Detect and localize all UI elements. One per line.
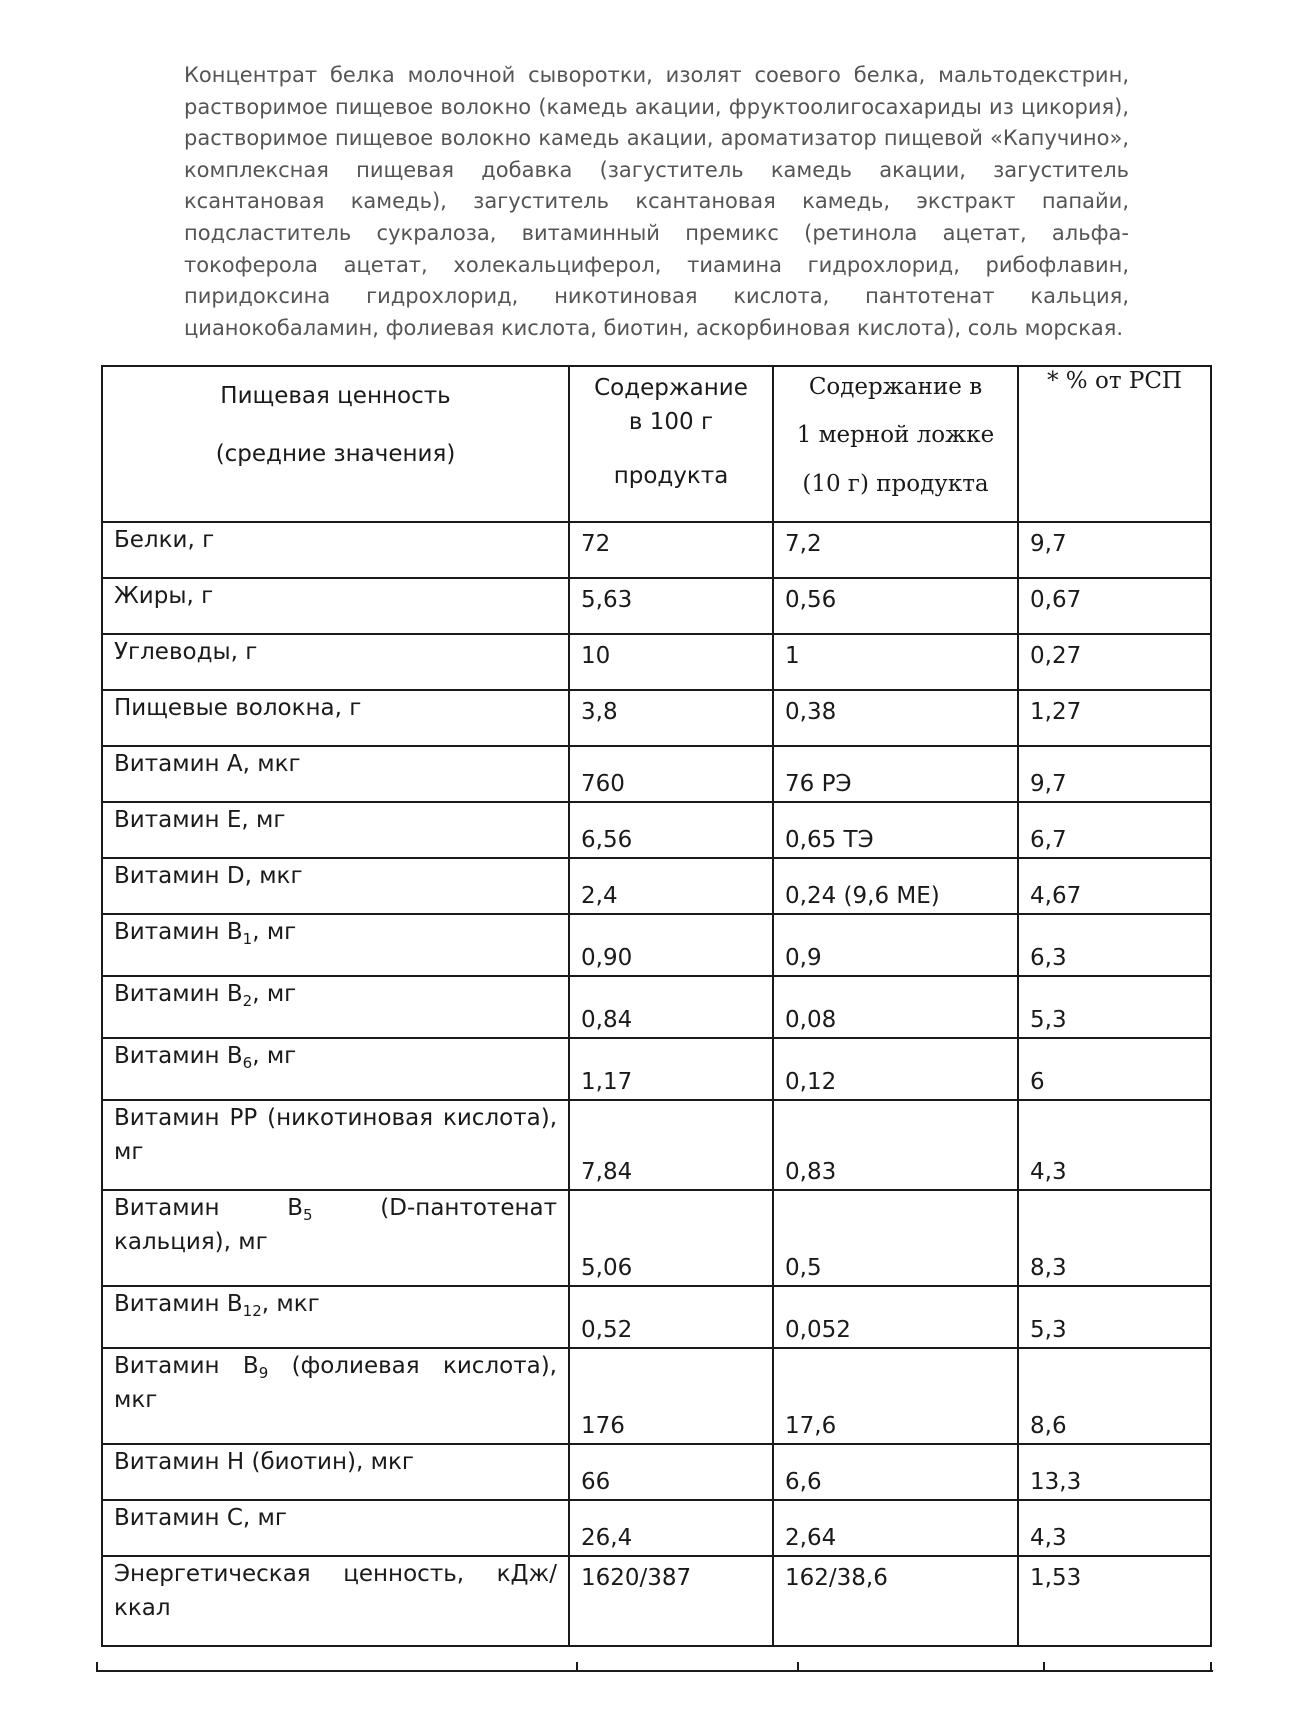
rsp-value: 8,6 — [1030, 1413, 1067, 1439]
nutrient-name-cell — [102, 976, 569, 1038]
perSpoon-cell — [773, 914, 1018, 976]
perSpoon-value: 0,56 — [785, 587, 837, 613]
rsp-cell — [1018, 802, 1211, 858]
perSpoon-value: 2,64 — [785, 1525, 837, 1551]
bottom-tick — [797, 1662, 799, 1672]
nutrient-name-prefix: Витамин В — [114, 981, 243, 1007]
rsp-cell — [1018, 1444, 1211, 1500]
header-per-spoon — [773, 366, 1018, 522]
bottom-tick — [1210, 1662, 1212, 1672]
per100-cell — [569, 690, 773, 746]
table-row — [102, 1556, 1211, 1646]
perSpoon-cell — [773, 634, 1018, 690]
rsp-cell — [1018, 1038, 1211, 1100]
per100-value: 0,90 — [581, 945, 633, 971]
nutrition-table — [101, 365, 1212, 1647]
rsp-value: 5,3 — [1030, 1007, 1067, 1033]
perSpoon-value: 0,5 — [785, 1255, 822, 1281]
perSpoon-value: 7,2 — [785, 531, 822, 557]
nutrient-name-subscript: 1 — [242, 930, 253, 948]
rsp-value: 6,3 — [1030, 945, 1067, 971]
rsp-cell — [1018, 690, 1211, 746]
per100-cell — [569, 1500, 773, 1556]
perSpoon-value: 0,052 — [785, 1317, 851, 1343]
nutrient-name: Витамин А, мкг — [114, 751, 301, 777]
rsp-cell — [1018, 1100, 1211, 1190]
header-per-100g — [569, 366, 773, 522]
nutrient-name-cell — [102, 1190, 569, 1286]
bottom-rule — [96, 1670, 1213, 1672]
nutrient-name-cell — [102, 578, 569, 634]
nutrient-name-cell — [102, 1286, 569, 1348]
nutrient-name-cell — [102, 634, 569, 690]
perSpoon-cell — [773, 858, 1018, 914]
nutrient-name: Пищевые волокна, г — [114, 695, 362, 721]
per100-cell — [569, 976, 773, 1038]
nutrient-name-suffix: (D-пантотенат кальция), мг — [114, 1195, 557, 1255]
table-row — [102, 1348, 1211, 1444]
rsp-value: 4,67 — [1030, 883, 1082, 909]
per100-cell — [569, 578, 773, 634]
nutrient-name-cell — [102, 1038, 569, 1100]
rsp-value: 5,3 — [1030, 1317, 1067, 1343]
nutrient-name-cell — [102, 1348, 569, 1444]
nutrient-name-subscript: 6 — [242, 1054, 253, 1072]
per100-cell — [569, 1444, 773, 1500]
perSpoon-value: 0,83 — [785, 1159, 837, 1185]
table-row — [102, 746, 1211, 802]
perSpoon-value: 0,24 (9,6 МЕ) — [785, 883, 940, 909]
table-row — [102, 690, 1211, 746]
rsp-value: 13,3 — [1030, 1469, 1082, 1495]
per100-cell — [569, 1100, 773, 1190]
nutrient-name: Углеводы, г — [114, 639, 258, 665]
rsp-value: 6 — [1030, 1069, 1045, 1095]
per100-value: 66 — [581, 1469, 611, 1495]
header-per-100g-line3: продукта — [613, 463, 729, 489]
table-row — [102, 1500, 1211, 1556]
nutrient-name: Энергетическая ценность, кДж/ ккал — [114, 1561, 557, 1621]
per100-value: 3,8 — [581, 699, 618, 725]
perSpoon-cell — [773, 1500, 1018, 1556]
header-per-spoon-line2: 1 мерной ложке — [796, 422, 995, 448]
table-row — [102, 1038, 1211, 1100]
per100-value: 176 — [581, 1413, 625, 1439]
perSpoon-value: 0,38 — [785, 699, 837, 725]
bottom-tick — [96, 1662, 98, 1672]
rsp-value: 4,3 — [1030, 1525, 1067, 1551]
header-rsp-percent: * % от РСП — [1018, 366, 1211, 522]
perSpoon-cell — [773, 1348, 1018, 1444]
nutrient-name: Витамин D, мкг — [114, 863, 303, 889]
nutrient-name-cell — [102, 746, 569, 802]
header-per-spoon-line3: (10 г) продукта — [802, 471, 989, 497]
nutrient-name — [114, 977, 557, 1011]
nutrient-name — [114, 1349, 557, 1417]
rsp-cell — [1018, 746, 1211, 802]
rsp-cell — [1018, 1190, 1211, 1286]
rsp-cell — [1018, 1500, 1211, 1556]
per100-cell — [569, 522, 773, 578]
rsp-value: 0,27 — [1030, 643, 1082, 669]
per100-value: 1620/387 — [581, 1565, 692, 1591]
rsp-value: 8,3 — [1030, 1255, 1067, 1281]
per100-value: 10 — [581, 643, 611, 669]
nutrient-name: Витамин С, мг — [114, 1505, 287, 1531]
header-per-spoon-line1: Содержание в — [808, 374, 983, 400]
perSpoon-cell — [773, 1556, 1018, 1646]
perSpoon-value: 162/38,6 — [785, 1565, 888, 1591]
rsp-cell — [1018, 914, 1211, 976]
table-row — [102, 914, 1211, 976]
per100-cell — [569, 1556, 773, 1646]
per100-value: 760 — [581, 771, 625, 797]
per100-value: 1,17 — [581, 1069, 633, 1095]
nutrient-name-prefix: Витамин В — [114, 1043, 243, 1069]
perSpoon-value: 0,65 ТЭ — [785, 827, 874, 853]
perSpoon-cell — [773, 1444, 1018, 1500]
per100-cell — [569, 1038, 773, 1100]
per100-value: 26,4 — [581, 1525, 633, 1551]
rsp-value: 4,3 — [1030, 1159, 1067, 1185]
per100-cell — [569, 634, 773, 690]
rsp-cell — [1018, 578, 1211, 634]
per100-cell — [569, 858, 773, 914]
perSpoon-value: 6,6 — [785, 1469, 822, 1495]
per100-value: 72 — [581, 531, 611, 557]
nutrient-name-subscript: 2 — [242, 992, 253, 1010]
rsp-cell — [1018, 1348, 1211, 1444]
table-row — [102, 858, 1211, 914]
per100-value: 0,52 — [581, 1317, 633, 1343]
per100-value: 0,84 — [581, 1007, 633, 1033]
nutrient-name-cell — [102, 1500, 569, 1556]
perSpoon-cell — [773, 1038, 1018, 1100]
perSpoon-cell — [773, 976, 1018, 1038]
ingredients-paragraph — [184, 60, 1129, 344]
nutrient-name — [114, 1039, 557, 1073]
nutrient-name-cell — [102, 1556, 569, 1646]
table-row — [102, 1190, 1211, 1286]
table-row — [102, 976, 1211, 1038]
rsp-value: 1,53 — [1030, 1565, 1082, 1591]
per100-cell — [569, 1348, 773, 1444]
nutrient-name: Витамин РР (никотиновая кислота), мг — [114, 1105, 557, 1165]
perSpoon-value: 0,9 — [785, 945, 822, 971]
nutrient-name-subscript: 12 — [242, 1302, 262, 1320]
header-per-100g-line1: Содержание — [594, 375, 748, 401]
header-nutrition-line2: (средние значения) — [215, 441, 456, 467]
perSpoon-value: 0,12 — [785, 1069, 837, 1095]
nutrient-name-suffix: , мг — [252, 919, 297, 945]
rsp-value: 9,7 — [1030, 771, 1067, 797]
perSpoon-value: 1 — [785, 643, 800, 669]
nutrient-name-cell — [102, 802, 569, 858]
nutrient-name: Жиры, г — [114, 583, 214, 609]
bottom-tick — [576, 1662, 578, 1672]
per100-value: 6,56 — [581, 827, 633, 853]
nutrient-name-subscript: 9 — [258, 1364, 269, 1382]
rsp-value: 6,7 — [1030, 827, 1067, 853]
rsp-value: 9,7 — [1030, 531, 1067, 557]
table-row — [102, 634, 1211, 690]
nutrient-name — [114, 1191, 557, 1259]
table-row — [102, 578, 1211, 634]
per100-cell — [569, 1286, 773, 1348]
nutrient-name: Витамин Е, мг — [114, 807, 286, 833]
rsp-value: 0,67 — [1030, 587, 1082, 613]
header-nutrition-value — [102, 366, 569, 522]
per100-value: 2,4 — [581, 883, 618, 909]
nutrient-name-cell — [102, 690, 569, 746]
table-row — [102, 1444, 1211, 1500]
perSpoon-cell — [773, 690, 1018, 746]
perSpoon-cell — [773, 578, 1018, 634]
perSpoon-value: 17,6 — [785, 1413, 837, 1439]
nutrient-name-prefix: Витамин В — [114, 1195, 304, 1221]
nutrient-name-suffix: , мг — [252, 981, 297, 1007]
nutrient-name: Белки, г — [114, 527, 215, 553]
perSpoon-cell — [773, 802, 1018, 858]
per100-value: 7,84 — [581, 1159, 633, 1185]
header-nutrition-line1: Пищевая ценность — [220, 383, 451, 409]
bottom-tick — [1043, 1662, 1045, 1672]
nutrient-name-cell — [102, 914, 569, 976]
rsp-cell — [1018, 1286, 1211, 1348]
rsp-cell — [1018, 522, 1211, 578]
table-row — [102, 1100, 1211, 1190]
nutrient-name: Витамин Н (биотин), мкг — [114, 1449, 414, 1475]
rsp-cell — [1018, 976, 1211, 1038]
per100-cell — [569, 914, 773, 976]
rsp-value: 1,27 — [1030, 699, 1082, 725]
nutrient-name-prefix: Витамин В — [114, 1291, 243, 1317]
nutrient-name-prefix: Витамин В — [114, 1353, 259, 1379]
nutrient-name-suffix: , мкг — [261, 1291, 320, 1317]
nutrient-name-cell — [102, 522, 569, 578]
header-per-100g-line2: в 100 г — [628, 409, 714, 435]
table-row — [102, 522, 1211, 578]
perSpoon-cell — [773, 1100, 1018, 1190]
nutrient-name-cell — [102, 858, 569, 914]
perSpoon-cell — [773, 522, 1018, 578]
perSpoon-cell — [773, 1286, 1018, 1348]
perSpoon-cell — [773, 746, 1018, 802]
nutrient-name-subscript: 5 — [303, 1206, 313, 1224]
nutrient-name — [114, 915, 557, 949]
nutrient-name-prefix: Витамин В — [114, 919, 243, 945]
nutrient-name-cell — [102, 1444, 569, 1500]
per100-cell — [569, 802, 773, 858]
per100-value: 5,06 — [581, 1255, 633, 1281]
nutrient-name-suffix: (фолиевая кислота), мкг — [114, 1353, 557, 1413]
table-header-row — [102, 366, 1211, 522]
table-row — [102, 1286, 1211, 1348]
per100-cell — [569, 1190, 773, 1286]
rsp-cell — [1018, 634, 1211, 690]
per100-cell — [569, 746, 773, 802]
per100-value: 5,63 — [581, 587, 633, 613]
ingredients-text: Концентрат белка молочной сыворотки, изолят соевого белка, мальтодекстрин, растворимое пищевое волокно (камедь акации, фруктоолигосахариды из цикория), растворимое пищевое волокно камедь акации, ароматизатор пищевой «Капучино», комплексная пищевая добавка (загуститель камедь акации, загуститель ксантановая камедь), загуститель ксантановая камедь, экстракт папайи, подсластитель сукралоза, витаминный премикс (ретинола ацетат, альфа-токоферола ацетат, холекальциферол, тиамина гидрохлорид, рибофлавин, пиридоксина гидрохлорид, никотиновая кислота, пантотенат кальция, цианокобаламин, фолиевая кислота, биотин, аскорбиновая кислота), соль морская. — [184, 63, 1129, 340]
table-row — [102, 802, 1211, 858]
rsp-cell — [1018, 1556, 1211, 1646]
perSpoon-value: 0,08 — [785, 1007, 837, 1033]
rsp-cell — [1018, 858, 1211, 914]
nutrient-name-cell — [102, 1100, 569, 1190]
perSpoon-cell — [773, 1190, 1018, 1286]
nutrient-name-suffix: , мг — [252, 1043, 297, 1069]
perSpoon-value: 76 РЭ — [785, 771, 852, 797]
nutrient-name — [114, 1287, 557, 1321]
